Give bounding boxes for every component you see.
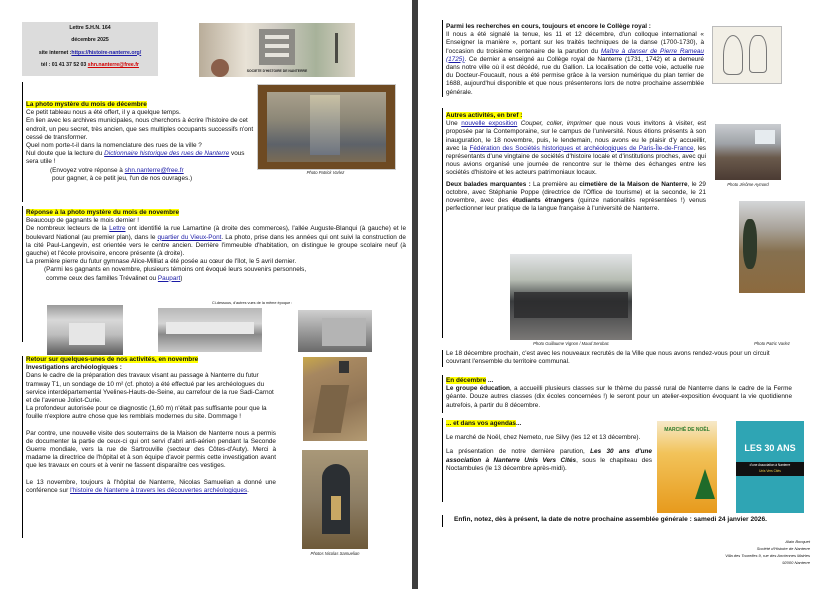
dict-suffix: vous sera utile !: [26, 150, 245, 166]
conference-link[interactable]: l'histoire de Nanterre à travers les découvertes archéologiques: [70, 486, 248, 494]
federation-link[interactable]: Fédération des Sociétés historiques et archéologiques de Paris-Île-de-France: [469, 144, 694, 152]
mystery-section: [26, 101, 254, 183]
shelter-paragraph: Par contre, une nouvelle visite des souterrains de la Maison de Nanterre nous a permis de documenter la partie de ceux-ci qui ont servi d'abri anti-aérien pendant la Seconde Guerre mondiale, vers la rue de Sartrouville (secteur des Côtes-d'Auty). Merci à madame la directrice de l'hôpital et à son équipe d'avoir permis cette investigation avant que les travaux en cours et à venir ne fassent disparaître ces vestiges.: [26, 429, 276, 470]
send-prefix: (Envoyez votre réponse à: [50, 166, 125, 174]
book-cover-subtitle: d'une Association à Nanterre: [749, 463, 791, 467]
activities-section: Retour sur quelques-unes de nos activités, en novembre Investigations archéologiques : Dans le cadre de la préparation des travaux visant au passage à Nanterre du futur tramway T1, un sondage de 10 m² (cf. photo) a été effectué par les archéologues du service interdépartemental Yvelines-Hauts-de-Seine, au carrefour de la rue Sadi-Carnot et de l'avenue Joliot-Curie. La profondeur autorisée pour ce diagnostic (1,60 m) n'était pas suffisante pour que la fouille n'explore autre chose que les remblais modernes du site. Dommage ! Par contre, une nouvelle visite des souterrains de la Maison de Nanterre nous a permis de documenter la partie de ceux-ci qui ont servi d'abri anti-aérien pendant la Seconde Guerre mondiale, vers la rue de Sartrouville (secteur des Côtes-d'Auty). Merci à madame la directrice de l'hôpital et à son équipe d'avoir permis cette investigation avant que les travaux en cours et à venir ne fassent disparaître ces vestiges. Le 13 novembre, toujours à l'hôpital de Nanterre, Nicolas Samuelian a donné une conférence sur l'histoire de Nanterre à travers les découvertes archéologiques.: [26, 356, 276, 494]
students-group-photo: [510, 254, 632, 340]
book-presentation-item: La présentation de notre dernière parution, Les 30 ans d'une association à Nanterre Unis Vers Cités, sous le chapiteau des Noctambules (le 13 décembre après-midi).: [446, 448, 652, 472]
winners-line-2: comme ceux des familles Trévalinet ou: [46, 274, 158, 282]
site-label: site internet :: [38, 49, 72, 56]
mystery-line-1: Ce petit tableau nous a été offert, il y a quelque temps.: [26, 109, 181, 117]
archaeology-paragraph-1: Dans le cadre de la préparation des travaux visant au passage à Nanterre du futur tramway T1, un sondage de 10 m² (cf. photo) a été effectué par les archéologues du service interdépartemental Yvelines-Hauts-de-Seine, au carrefour de la rue Sadi-Carnot et de l'avenue Joliot-Curie.: [26, 372, 274, 405]
mystery-line-2: En lien avec les archives municipales, nous cherchons à écrire l'histoire de cet endroit, un peu secret, très ancien, que ses multiples occupants successifs n'ont cessé de transformer.: [26, 117, 254, 141]
activities-photo-credit: Photos Nicolas Samuelian: [310, 551, 360, 556]
society-logo-banner: [199, 23, 355, 77]
answer-title: Réponse à la photo mystère du mois de novembre: [26, 209, 180, 216]
other-views-caption: Ci-dessous, d'autres vues de la même époque :: [212, 301, 293, 305]
meeting-photo-credit: Photo Jérôme Aymard: [727, 182, 769, 187]
exhibition-paragraph: Une nouvelle exposition Couper, coller, imprimer que nous vous invitons à visiter, est proposée par la Contemporaine, sur le campus de l'université. Nous étions présents à son inauguration, le 18 novembre, puis, le lendemain, nous avons eu le plaisir d'y accueillir, avec la Fédération des Sociétés historiques et archéologiques de Paris-Île-de-France, les représentants d'une vingtaine de sociétés d'histoire locale et d'institutions proches, avec qui nous avions organisé une journée de rencontre sur le thème des échanges entre les sociétés d'histoire et les acteurs patrimoniaux locaux.: [446, 120, 707, 177]
students-photo-credit: Photo Guillaume Vignon / Maud Serobac: [533, 341, 609, 346]
site-link[interactable]: https://histoire-nanterre.org/: [71, 49, 142, 56]
signature-city: 92000 Nanterre: [782, 560, 810, 565]
agenda-section: ... et dans vos agendas... Le marché de Noël, chez Nemeto, rue Silvy (les 12 et 13 décembre). La présentation de notre dernière parution, Les 30 ans d'une association à Nanterre Unis Vers Cités, sous le chapiteau des Noctambules (le 13 décembre après-midi).: [446, 420, 652, 472]
page-left: [0, 0, 412, 589]
mystery-line-3: Quel nom porte-t-il dans la nomenclature des rues de la ville ?: [26, 142, 202, 150]
excavation-photo: [303, 357, 367, 441]
answer-section: Réponse à la photo mystère du mois de novembre Beaucoup de gagnants le mois dernier ! De nombreux lecteurs de la Lettre ont identifié la rue Lamartine (à droite des commerces), l'allée Auguste-Blanqui (à gauche) et le boulevard National (au premier plan), dans le quartier du Vieux-Pont. La photo, prise dans les années qui ont suivi la construction de la cité Paul-Langevin, est orientée vers le centre ancien. Derrière l'immeuble d'habitation, on distingue le groupe scolaire neuf (à gauche) et l'école provisoire, encore présente (à droite). La première pierre du futur gymnase Alice-Milliat a été posée au cœur de l'îlot, le 5 avril dernier. (Parmi les gagnants en novembre, plusieurs témoins ont évoqué leurs souvenirs personnels, comme ceux des familles Trévalinet ou Paupart): [26, 209, 406, 282]
book-cover-title: LES 30 ANS: [744, 443, 796, 453]
poster-title: MARCHÉ DE NOËL: [664, 427, 710, 433]
signature-society: Société d'Histoire de Nanterre: [756, 546, 810, 551]
mystery-painting: [257, 84, 396, 170]
vintage-photo-1: [47, 305, 123, 355]
gymnase-line: La première pierre du futur gymnase Alice-Milliat a été posée au cœur de l'îlot, le 5 avril dernier.: [26, 258, 297, 266]
dict-prefix: Nul doute que la lecture du: [26, 150, 105, 158]
signature-address: Villa des Tourelles 9, rue des Anciennes Mairies: [725, 553, 810, 558]
book-cover: [736, 421, 804, 513]
signature-name: Alain Bocquet: [785, 539, 810, 544]
lettre-link[interactable]: Lettre: [109, 225, 126, 233]
research-title: Parmi les recherches en cours, toujours et encore le Collège royal :: [446, 23, 651, 30]
archaeology-subtitle: Investigations archéologiques :: [26, 364, 122, 372]
walks-paragraph: Deux balades marquantes : La première au cimetière de la Maison de Nanterre, le 29 octobre, avec Stéphanie Poppe (directrice de l'Office de tourisme) et la seconde, le 21 novembre, avec des étudiants étrangers (quinze nationalités représentées !) venus perfectionner leur pratique de la langue française à l'université de Nanterre.: [446, 180, 706, 213]
answer-line-1: Beaucoup de gagnants le mois dernier !: [26, 217, 139, 225]
other-activities-section: [446, 112, 706, 213]
send-suffix: pour gagner, à ce petit jeu, l'un de nos ouvrages.): [52, 174, 193, 182]
book-cover-subtitle-2: Unis Vers Cités: [759, 469, 781, 473]
email-link[interactable]: shn.nanterre@free.fr: [87, 61, 139, 68]
archaeology-paragraph-2: La profondeur autorisée pour ce diagnostic (1,60 m) n'était pas suffisante pour que la fouille n'explore autre chose que les remblais modernes du site. Dommage !: [26, 405, 267, 421]
issue-date: décembre 2025: [71, 37, 109, 44]
answer-paragraph: De nombreux lecteurs de la Lettre ont identifié la rue Lamartine (à droite des commerces), l'allée Auguste-Blanqui (à gauche) et le boulevard National (au premier plan), dans le quartier du Vieux-Pont. La photo, prise dans les années qui ont suivi la construction de la cité Paul-Langevin, est orientée vers le centre ancien. Derrière l'immeuble d'habitation, on distingue le groupe scolaire neuf (à gauche) et l'école provisoire, encore présente (à droite).: [26, 225, 406, 258]
page-right: [418, 0, 838, 589]
dictionary-link[interactable]: Dictionnaire historique des rues de Nanterre: [104, 150, 230, 158]
dance-engraving: [712, 26, 782, 84]
conference-text: Le 13 novembre, toujours à l'hôpital de Nanterre, Nicolas Samuelian a donné une conférence sur: [26, 478, 276, 494]
logo-text: SOCIETE D'HISTOIRE DE NANTERRE: [246, 69, 308, 73]
vieux-pont-link[interactable]: quartier du Vieux-Pont: [157, 233, 222, 241]
december-title: En décembre: [446, 377, 487, 384]
vintage-photo-3: [298, 310, 372, 352]
cemetery-alley-photo: [739, 201, 805, 293]
maitre-a-danser-link[interactable]: Maître à danser de Pierre Rameau (1725): [446, 47, 704, 63]
activities-title: Retour sur quelques-unes de nos activités, en novembre: [26, 356, 199, 363]
circuit-paragraph: Le 18 décembre prochain, c'est avec les nouveaux recrutés de la Ville que nous avons rendez-vous pour un circuit couvrant l'ensemble du territoire communal.: [446, 350, 770, 366]
phone: tél : 01 41 37 52 03: [41, 61, 87, 68]
meeting-photo: [715, 124, 781, 180]
mystery-title: La photo mystère du mois de décembre: [26, 101, 147, 108]
paupart-link[interactable]: Paupart: [157, 274, 181, 282]
vintage-photo-2: [158, 308, 262, 352]
signature-block: [638, 538, 810, 566]
general-assembly-notice: Enfin, notez, dès à présent, la date de notre prochaine assemblée générale : samedi 24 janvier 2026.: [454, 516, 767, 523]
christmas-market-item: Le marché de Noël, chez Nemeto, rue Silvy (les 12 et 13 décembre).: [446, 434, 641, 442]
other-activities-title: Autres activités, en bref :: [446, 112, 523, 119]
newsletter-header: [22, 22, 158, 76]
december-section: En décembre ... Le groupe éducation, a accueilli plusieurs classes sur le thème du passé rural de Nanterre dans le cadre de la Ferme géante. Douze autres classes (dix écoles concernées !) le seront pour un atelier-exposition évoquant la vie quotidienne autrefois, à partir du 8 décembre.: [446, 377, 792, 409]
tunnel-photo: [302, 450, 368, 549]
agenda-title: ... et dans vos agendas: [446, 420, 516, 427]
letter-title: Lettre S.H.N. 164: [69, 25, 111, 31]
send-email-link[interactable]: shn.nanterre@free.fr: [124, 166, 184, 174]
research-section: [446, 23, 704, 97]
christmas-market-poster: [657, 421, 717, 513]
december-paragraph: Le groupe éducation, a accueilli plusieurs classes sur le thème du passé rural de Nanterre dans le cadre de la Ferme géante. Douze autres classes (dix écoles concernées !) le seront pour un atelier-exposition évoquant la vie quotidienne autrefois, à partir du 8 décembre.: [446, 385, 792, 409]
mystery-photo-credit: Photo Patrick Varlez: [306, 170, 345, 175]
cemetery-photo-credit: Photo Patric Varlez: [754, 341, 790, 346]
winners-line-1: (Parmi les gagnants en novembre, plusieurs témoins ont évoqué leurs souvenirs personnels,: [44, 266, 307, 274]
research-paragraph: Il nous a été signalé la tenue, les 11 et 12 décembre, d'un colloque international « Enseigner la manière », portant sur les traités techniques de la danse (1700-1730), à l'occasion du troisième centenaire de la parution du Maître à danser de Pierre Rameau (1725). Ce dernier a enseigné au Collège royal de Nanterre (1731, 1742) et a demeuré dans notre ville où il est décédé, rue du Gallion. La localisation de cette voie, actuelle rue du Docteur-Foucault, nous a été permise grâce à la version numérique du plan terrier de 1688, aujourd'hui disponible et que nous présenterons lors de notre prochaine assemblée générale.: [446, 31, 704, 96]
exhibition-link[interactable]: nouvelle exposition: [461, 120, 518, 128]
